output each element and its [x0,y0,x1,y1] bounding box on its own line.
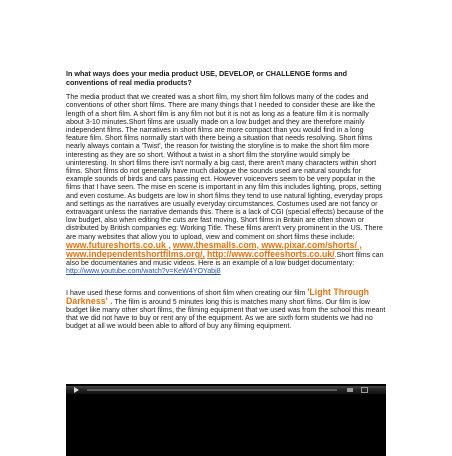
fullscreen-icon[interactable] [361,387,368,393]
film-title: 'Light Through Darkness' . [66,286,370,306]
paragraph-1-text: The media product that we created was a short film, my short film follows many of the codes and conventions of other short films. There are many things that I needed to consider these are like the length of a short film. A short film is any film not but it is not as long as a feature film it is normally about 3-10 minutes.Short films are usually made on a low budget and they are therefore mainly independent films. The narratives in short films are more compact than you would find in a long feature film. Short films normally start with there being a situation that needs resolving. Short films nearly always contain a 'Twist', the reason for twisting the storyline is to make the short film more interesting as they are so short. Without a twist in a short film the storyline would simply be uninteresting. In short films there isn't normally a big cast, there aren't many characters within short films. Short films do not generally have much dialogue the sounds used are natural sounds for example sounds of birds and cars passing ect. However voiceovers seem to be very popular in the films that I have seen. The mise en scene is important in any film this includes lighting, props, setting and even costume. As budgets are low in short films they tend to use natural lighting, everyday props and settings as the narratives are usually everyday circumstances. Costumes used are not fancy or extravagant unless the narrative demands this. There is a lack of CGI (special effects) because of the low budget, also when editing the cuts are fast moving. Short films in Britain are often shown or distributed by British companies eg: Working Title. These films aren't very prominent in the US. There are many websites that allow you to upload, view and comment on short films these include: [66,93,384,241]
document-content [66,70,386,331]
volume-icon[interactable] [347,388,353,392]
link-independentshortfilms[interactable]: www.independentshortfilms.org/, [66,249,205,260]
paragraph-2-text: The film is around 5 minutes long this is matches many short films. Our film is low budget like many other short films, the filming equipment that we used was from the school this meant that we did not have to buy or rent any of the equipment. As we are sixth form students we had no budget at all we would been able to afford of buy any filming equipment. [66,297,386,331]
paragraph-2-intro: I have used these forms and conventions of short film when creating our film [66,288,306,297]
video-progress-track[interactable] [87,389,337,391]
link-youtube[interactable]: http://www.youtube.com/watch?v=KeW4YOYabj8 [66,267,221,276]
embedded-video-player[interactable] [66,384,386,456]
document-heading: In what ways does your media product USE, DEVELOP, or CHALLENGE forms and conventions of real media products? [66,69,348,87]
link-futureshorts[interactable]: www.futureshorts.co.uk , [66,239,171,250]
link-pixar[interactable]: www.pixar.com/shorts/ , [261,239,362,250]
video-control-bar [66,386,386,394]
play-icon[interactable] [74,387,79,393]
link-coffeeshorts[interactable]: http://www.coffeeshorts.co.uk/ [206,249,335,260]
paragraph-own-film [66,288,386,331]
link-separator: , [256,239,262,250]
paragraph-short-film-conventions [66,93,386,275]
link-thesmalls[interactable]: www.thesmalls.com [172,239,257,250]
paragraph-1-tail: .Short films can also be documentaries and music videos. Here is an example of a low budget documentary: [66,251,384,268]
